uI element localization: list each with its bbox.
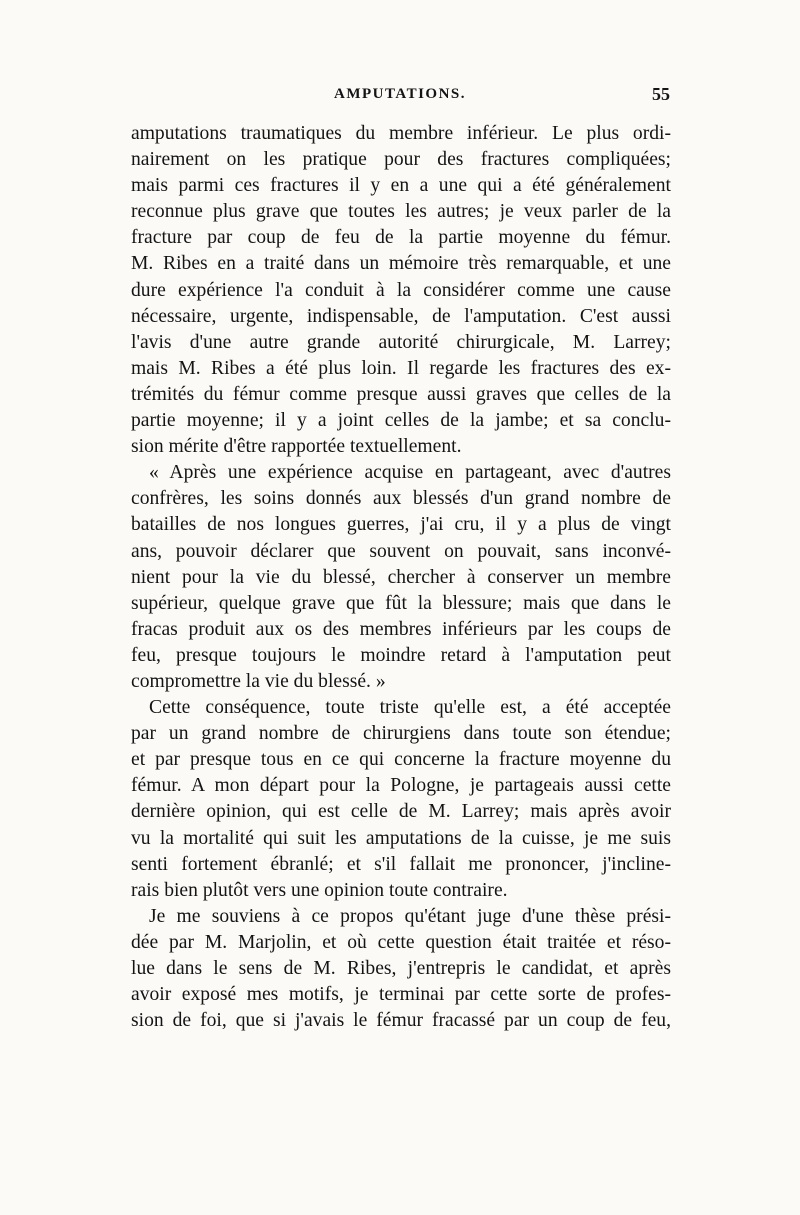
paragraph-end-line: sion mérite d'être rapportée textuellement. [131, 436, 462, 458]
text-line: mais M. Ribes a été plus loin. Il regarde les fractures des ex- [131, 357, 671, 379]
text-line: senti fortement ébranlé; et s'il fallait me prononcer, j'incline- [131, 853, 671, 875]
text-line: et par presque tous en ce qui concerne la fracture moyenne du [131, 749, 671, 771]
page-title: AMPUTATIONS. [333, 86, 467, 102]
text-line: fracture par coup de feu de la partie moyenne du fémur. [131, 227, 671, 249]
body-text [131, 121, 671, 1034]
text-line: confrères, les soins donnés aux blessés d'un grand nombre de [131, 488, 671, 510]
text-line: lue dans le sens de M. Ribes, j'entrepris le candidat, et après [131, 958, 671, 979]
paragraph-end-line: compromettre la vie du blessé. » [131, 670, 386, 692]
quote-start-line: « Après une expérience acquise en partageant, avec d'autres [149, 462, 671, 484]
text-line: partie moyenne; il y a joint celles de la jambe; et sa conclu- [131, 410, 671, 432]
text-line: sion de foi, que si j'avais le fémur fracassé par un coup de feu, [131, 1010, 671, 1032]
text-line: mais parmi ces fractures il y en a une qui a été généralement [131, 175, 671, 197]
text-line: batailles de nos longues guerres, j'ai cru, il y a plus de vingt [131, 514, 671, 536]
text-line: dée par M. Marjolin, et où cette question était traitée et réso- [131, 931, 671, 953]
text-line: amputations traumatiques du membre inférieur. Le plus ordi- [131, 123, 671, 144]
text-line: reconnue plus grave que toutes les autres; je veux parler de la [131, 201, 671, 223]
text-line: trémités du fémur comme presque aussi graves que celles de la [131, 383, 671, 405]
text-line: par un grand nombre de chirurgiens dans toute son étendue; [131, 723, 671, 745]
text-line: avoir exposé mes motifs, je terminai par cette sorte de profes- [131, 984, 671, 1006]
text-line: dure expérience l'a conduit à la considérer comme une cause [131, 279, 671, 301]
text-line: l'avis d'une autre grande autorité chirurgicale, M. Larrey; [131, 331, 671, 353]
paragraph-start-line: Je me souviens à ce propos qu'étant juge d'une thèse prési- [149, 905, 671, 927]
text-line: nairement on les pratique pour des fractures compliquées; [131, 149, 671, 171]
text-line: feu, presque toujours le moindre retard à l'amputation peut [131, 644, 671, 666]
text-line: supérieur, quelque grave que fût la blessure; mais que dans le [131, 592, 671, 614]
text-line: fracas produit aux os des membres inférieurs par les coups de [131, 618, 671, 640]
running-head [0, 86, 800, 116]
text-line: fémur. A mon départ pour la Pologne, je partageais aussi cette [131, 775, 671, 797]
paragraph-end-line: rais bien plutôt vers une opinion toute contraire. [131, 879, 508, 901]
text-line: nécessaire, urgente, indispensable, de l'amputation. C'est aussi [131, 305, 671, 327]
text-line: dernière opinion, qui est celle de M. Larrey; mais après avoir [131, 801, 671, 823]
paragraph-start-line: Cette conséquence, toute triste qu'elle est, a été acceptée [149, 697, 671, 719]
page-number: 55 [652, 84, 670, 104]
text-line: ans, pouvoir déclarer que souvent on pouvait, sans inconvé- [131, 540, 671, 562]
text-line: vu la mortalité qui suit les amputations de la cuisse, je me suis [131, 827, 671, 849]
text-line: M. Ribes en a traité dans un mémoire très remarquable, et une [131, 253, 671, 275]
text-line: nient pour la vie du blessé, chercher à conserver un membre [131, 566, 671, 588]
